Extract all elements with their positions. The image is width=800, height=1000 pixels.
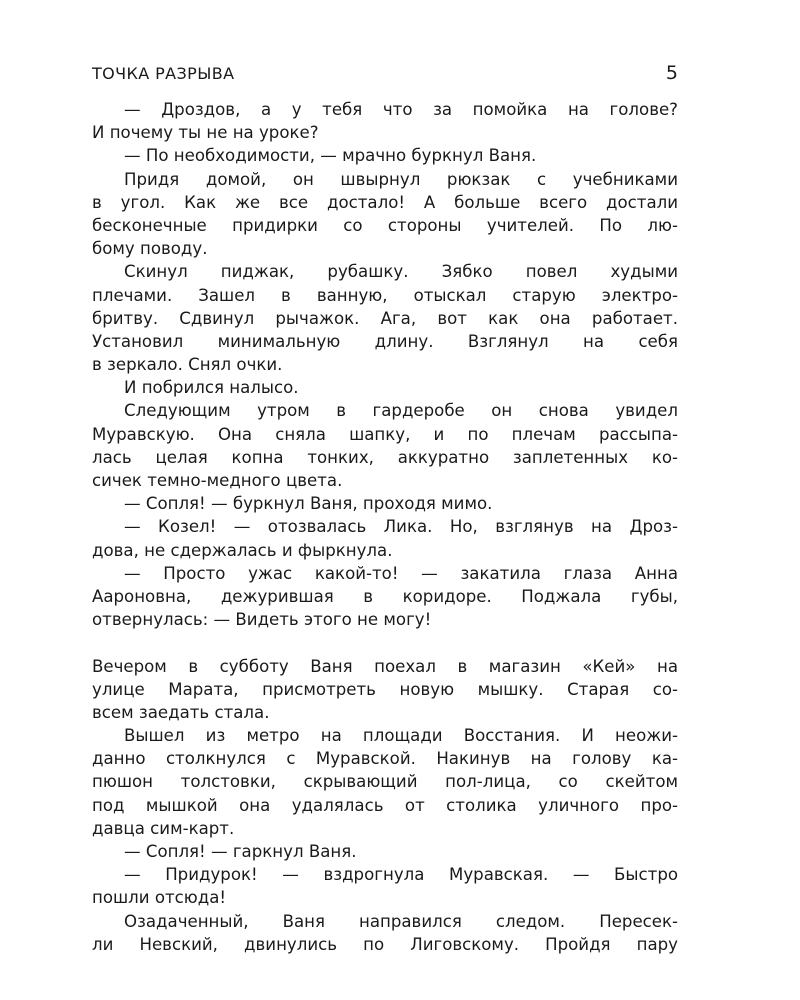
body-text — [92, 98, 678, 956]
text-line: бритву. Сдвинул рычажок. Ага, вот как она работает. — [92, 308, 678, 328]
text-line: в зеркало. Снял очки. — [92, 355, 283, 375]
text-line: дова, не сдержалась и фыркнула. — [92, 540, 393, 560]
text-line: — Сопля! — гаркнул Ваня. — [124, 842, 357, 861]
running-head-title: ТОЧКА РАЗРЫВА — [92, 64, 235, 83]
text-line: Придя домой, он швырнул рюкзак с учебниками — [124, 169, 678, 189]
text-line: улице Марата, присмотреть новую мышку. Старая со- — [92, 679, 678, 699]
text-line: Вечером в субботу Ваня поехал в магазин «Кей» на — [92, 656, 678, 676]
text-line: Вышел из метро на площади Восстания. И неожи- — [124, 726, 678, 746]
page-number: 5 — [665, 62, 678, 84]
text-line: Установил минимальную длину. Взглянул на себя — [92, 331, 678, 351]
section-break — [92, 631, 678, 654]
text-line: — Просто ужас какой-то! — закатила глаза Анна — [124, 563, 678, 583]
text-line: — Сопля! — буркнул Ваня, проходя мимо. — [124, 494, 493, 514]
text-line: данно столкнулся с Муравской. Накинув на голову ка- — [92, 749, 678, 769]
text-line: пошли отсюда! — [92, 888, 227, 908]
text-line: И почему ты не на уроке? — [92, 123, 319, 143]
text-line: — Козел! — отозвалась Лика. Но, взглянув на Дроз- — [124, 517, 678, 537]
text-line: Озадаченный, Ваня направился следом. Пересек- — [124, 911, 678, 931]
text-line: бесконечные придирки со стороны учителей. По лю- — [92, 215, 678, 235]
text-line: лась целая копна тонких, аккуратно заплетенных ко- — [92, 447, 678, 467]
text-line: под мышкой она удалялась от столика уличного про- — [92, 795, 678, 815]
text-line: сичек темно-медного цвета. — [92, 471, 343, 490]
text-line: ли Невский, двинулись по Лиговскому. Пройдя пару — [92, 934, 678, 954]
text-line: в угол. Как же все достало! А больше всего достали — [92, 192, 678, 212]
text-line: пюшон толстовки, скрывающий пол-лица, со скейтом — [92, 772, 678, 792]
text-line: И побрился налысо. — [124, 378, 299, 398]
text-line: плечами. Зашел в ванную, отыскал старую электро- — [92, 285, 678, 305]
text-line: отвернулась: — Видеть этого не могу! — [92, 610, 432, 630]
text-line: — Придурок! — вздрогнула Муравская. — Быстро — [124, 865, 678, 885]
text-line: Скинул пиджак, рубашку. Зябко повел худыми — [124, 262, 678, 282]
text-line: бому поводу. — [92, 239, 208, 259]
text-line: Аароновна, дежурившая в коридоре. Поджала губы, — [92, 586, 678, 606]
text-line: Следующим утром в гардеробе он снова увидел — [124, 401, 678, 421]
text-line: — Дроздов, а у тебя что за помойка на голове? — [124, 100, 678, 119]
text-line: — По необходимости, — мрачно буркнул Ваня. — [124, 146, 537, 166]
text-line: давца сим-карт. — [92, 818, 235, 838]
text-line: Муравскую. Она сняла шапку, и по плечам рассыпа- — [92, 424, 678, 444]
text-line: всем заедать стала. — [92, 702, 270, 722]
